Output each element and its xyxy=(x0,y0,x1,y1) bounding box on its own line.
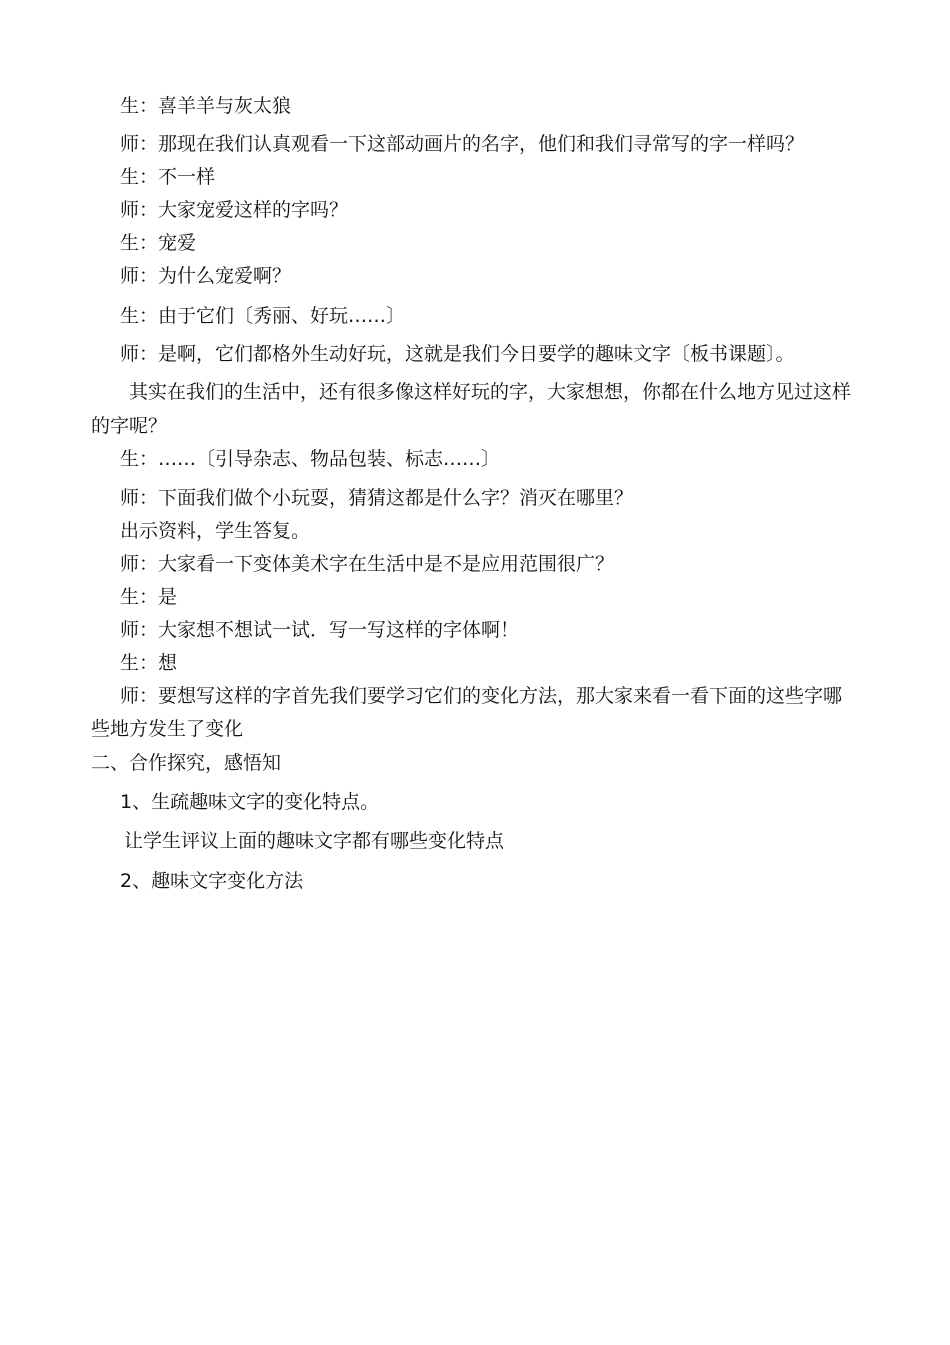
dialogue-line: 师：那现在我们认真观看一下这部动画片的名字，他们和我们寻常写的字一样吗？ xyxy=(120,133,805,155)
dialogue-line: 生：是 xyxy=(120,586,178,608)
dialogue-line: 师：大家看一下变体美术字在生活中是不是应用范围很广？ xyxy=(120,553,615,575)
dialogue-line: 师：大家宠爱这样的字吗？ xyxy=(120,199,349,221)
dialogue-line: 生：不一样 xyxy=(120,166,216,188)
dialogue-line: 生：由于它们〔秀丽、好玩……〕 xyxy=(120,305,406,327)
dialogue-line: 师：为什么宠爱啊？ xyxy=(120,265,292,287)
paragraph-line: 些地方发生了变化 xyxy=(91,718,244,740)
paragraph-line: 出示资料，学生答复。 xyxy=(120,520,311,542)
dialogue-line: 生：宠爱 xyxy=(120,232,197,254)
dialogue-line: 生：……〔引导杂志、物品包装、标志……〕 xyxy=(120,448,501,470)
list-item: 1、生疏趣味文字的变化特点。 xyxy=(120,791,380,813)
paragraph-line: 的字呢？ xyxy=(91,415,168,437)
paragraph-line: 让学生评议上面的趣味文字都有哪些变化特点 xyxy=(124,830,505,852)
list-item: 2、趣味文字变化方法 xyxy=(120,870,304,892)
dialogue-line: 师：下面我们做个小玩耍，猜猜这都是什么字？消灭在哪里？ xyxy=(120,487,634,509)
dialogue-line: 生：想 xyxy=(120,652,178,674)
dialogue-line: 师：大家想不想试一试．写一写这样的字体啊！ xyxy=(120,619,520,641)
dialogue-line: 师：是啊，它们都格外生动好玩，这就是我们今日要学的趣味文字〔板书课题〕。 xyxy=(120,343,795,365)
section-heading: 二、合作探究，感悟知 xyxy=(91,752,282,774)
paragraph-line: 其实在我们的生活中，还有很多像这样好玩的字，大家想想，你都在什么地方见过这样 xyxy=(129,381,852,403)
dialogue-line: 生：喜羊羊与灰太狼 xyxy=(120,95,292,117)
dialogue-line: 师：要想写这样的字首先我们要学习它们的变化方法，那大家来看一看下面的这些字哪 xyxy=(120,685,843,707)
